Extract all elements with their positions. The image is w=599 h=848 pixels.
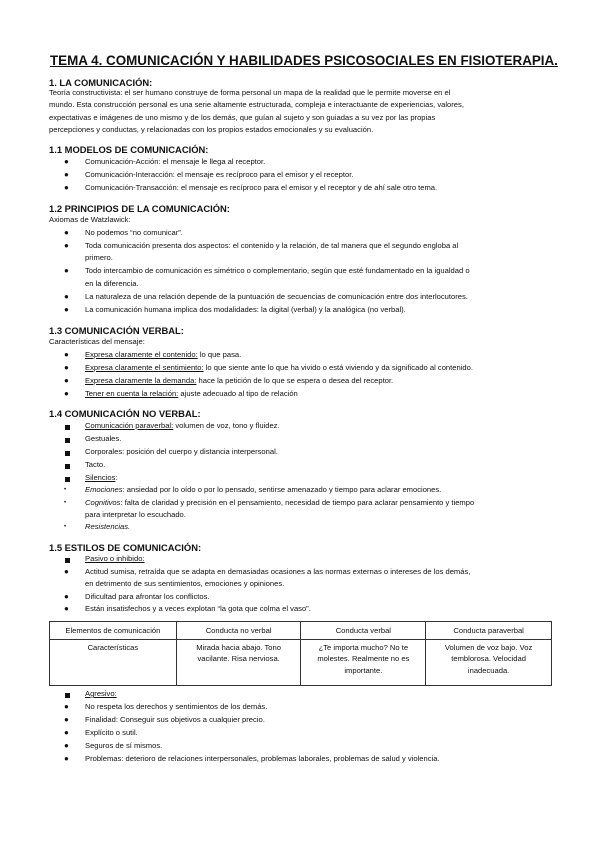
list-item: La naturaleza de una relación depende de la puntuación de secuencias de comunicación entre dos interlocutores. (85, 292, 468, 301)
bullet-icon: ● (64, 363, 69, 372)
term: Expresa claramente el contenido: (85, 350, 198, 359)
list-item: La comunicación humana implica dos modalidades: la digital (verbal) y la analógica (no verbal). (85, 305, 406, 314)
square-bullet-icon (65, 693, 70, 698)
table-row (50, 640, 552, 686)
term: Emociones (85, 485, 123, 494)
bullet-icon: ● (64, 592, 69, 601)
bullet-icon: ● (64, 266, 69, 275)
term: Tener en cuenta la relación: (85, 389, 179, 398)
paragraph-line: Teoría constructivista: el ser humano construye de forma personal un mapa de la realidad que le permite moverse en el (49, 88, 451, 97)
cell-line: vacilante. Risa nerviosa. (197, 654, 280, 664)
bullet-icon: ● (64, 389, 69, 398)
list-item (85, 388, 555, 401)
list-item: Finalidad: Conseguir sus objetivos a cualquier precio. (85, 715, 265, 724)
list-item: Toda comunicación presenta dos aspectos: el contenido y la relación, de tal manera que el segundo engloba al (85, 241, 459, 250)
cell-line: importante. (344, 665, 383, 675)
bullet-icon: ● (64, 741, 69, 750)
list-item: Tacto. (85, 460, 106, 469)
section-heading-estilos: 1.5 ESTILOS DE COMUNICACIÓN: (49, 542, 202, 553)
list-item: No podemos “no comunicar”. (85, 228, 183, 237)
table-header-cell: Conducta no verbal (176, 622, 301, 640)
term-text: lo que pasa. (197, 350, 242, 359)
table-cell-label: Características (50, 640, 177, 686)
bullet-icon: ● (64, 702, 69, 711)
list-item: Todo intercambio de comunicación es simétrico o complementario, según que esté fundamentado en la igualdad o (85, 266, 470, 275)
paragraph-line: mundo. Esta construcción personal es una serie altamente estructurada, compleja e interactuante de experiencias, valores, (49, 100, 464, 109)
cell-line: molestes. Realmente no es (317, 654, 410, 664)
list-item: Corporales: posición del cuerpo y distancia interpersonal. (85, 447, 278, 456)
list-item (85, 472, 555, 485)
bullet-icon: ● (64, 604, 69, 613)
list-item: No respeta los derechos y sentimientos de los demás. (85, 702, 268, 711)
small-bullet-icon: • (64, 500, 67, 506)
section-heading-verbal: 1.3 COMUNICACIÓN VERBAL: (49, 325, 184, 336)
bullet-icon: ● (64, 376, 69, 385)
list-item: Comunicación-Acción: el mensaje le llega al receptor. (85, 157, 266, 166)
small-bullet-icon: • (64, 524, 67, 530)
communication-styles-table (49, 621, 552, 686)
section-heading-principios: 1.2 PRINCIPIOS DE LA COMUNICACIÓN: (49, 203, 230, 214)
square-bullet-icon (65, 558, 70, 563)
section-heading-comunicacion: 1. LA COMUNICACIÓN: (49, 77, 153, 88)
list-item: Explícito o sutil. (85, 728, 138, 737)
list-item (85, 375, 555, 388)
list-item (85, 349, 555, 362)
cell-line: temblorosa. Velocidad (451, 654, 526, 664)
list-item (85, 362, 555, 375)
list-item-continuation: en detrimento de sus sentimientos, emociones y opiniones. (85, 579, 285, 588)
term-text: : ansiedad por lo oído o por lo pensado, sentirse amenazado y tiempo para aclarar emociones. (122, 485, 442, 494)
list-item: Dificultad para afrontar los conflictos. (85, 592, 210, 601)
paragraph-line: percepciones y conductas, y relacionadas con los propios estados emocionales y su evaluación. (49, 125, 374, 134)
term: Silencios (85, 473, 116, 482)
bullet-icon: ● (64, 170, 69, 179)
document-title: TEMA 4. COMUNICACIÓN Y HABILIDADES PSICOSOCIALES EN FISIOTERAPIA. (50, 53, 558, 68)
bullet-icon: ● (64, 292, 69, 301)
list-item-continuation: para interpretar lo escuchado. (85, 510, 186, 519)
list-item: Comunicación-Interacción: el mensaje es recíproco para el emisor y el receptor. (85, 170, 354, 179)
bullet-icon: ● (64, 350, 69, 359)
list-item: Actitud sumisa, retraída que se adapta en demasiadas ocasiones a las normas externas o intereses de los demás, (85, 567, 471, 576)
list-item: Problemas: deterioro de relaciones interpersonales, problemas laborales, problemas de salud y violencia. (85, 754, 440, 763)
list-item: Están insatisfechos y a veces explotan “la gota que colma el vaso”. (85, 604, 311, 613)
paragraph-line: expectativas e imágenes de uno mismo y de los demás, que guían al sujeto y son guiadas a su vez por las propias (49, 113, 436, 122)
subheading-pasivo: Pasivo o inhibido: (85, 554, 145, 563)
list-item: Resistencias. (85, 522, 131, 531)
list-item (85, 420, 555, 433)
term: Expresa claramente la demanda: (85, 376, 197, 385)
table-header-row (50, 622, 552, 640)
bullet-icon: ● (64, 728, 69, 737)
bullet-icon: ● (64, 157, 69, 166)
section-heading-modelos: 1.1 MODELOS DE COMUNICACIÓN: (49, 144, 209, 155)
list-item-continuation: en la diferencia. (85, 279, 139, 288)
square-bullet-icon (65, 451, 70, 456)
list-item (85, 497, 555, 510)
table-header-cell: Conducta verbal (301, 622, 426, 640)
square-bullet-icon (65, 425, 70, 430)
bullet-icon: ● (64, 241, 69, 250)
table-header-cell: Elementos de comunicación (50, 622, 177, 640)
cell-line: inadecuada. (467, 665, 510, 675)
term: Expresa claramente el sentimiento: (85, 363, 204, 372)
cell-line: ¿Te importa mucho? No te (318, 643, 409, 652)
term-text: : (115, 473, 118, 482)
term-text: ajuste adecuado al tipo de relación (178, 389, 298, 398)
bullet-icon: ● (64, 567, 69, 576)
paragraph-line: Axiomas de Watzlawick: (49, 215, 131, 224)
bullet-icon: ● (64, 305, 69, 314)
cell-line: Volumen de voz bajo. Voz (444, 643, 533, 652)
table-cell (301, 640, 426, 686)
subheading-agresivo: Agresivo: (85, 689, 117, 698)
section-heading-no-verbal: 1.4 COMUNICACIÓN NO VERBAL: (49, 408, 201, 419)
small-bullet-icon: • (64, 487, 67, 493)
square-bullet-icon (65, 477, 70, 482)
table-cell (426, 640, 552, 686)
term-text: volumen de voz, tono y fluidez. (173, 421, 280, 430)
term-text: : falta de claridad y precisión en el pensamiento, necesidad de tiempo para aclarar pensamiento y tiempo (120, 498, 475, 507)
bullet-icon: ● (64, 754, 69, 763)
cell-line: Mirada hacia abajo. Tono (196, 643, 281, 652)
list-item-continuation: primero. (85, 253, 113, 262)
paragraph-line: Características del mensaje: (49, 337, 145, 346)
list-item: Comunicación-Transacción: el mensaje es recíproco para el emisor y el receptor y de ahí sale otro tema. (85, 183, 438, 192)
list-item: Gestuales. (85, 434, 122, 443)
list-item (85, 484, 555, 497)
table-header-cell: Conducta paraverbal (426, 622, 552, 640)
list-item: Seguros de sí mismos. (85, 741, 163, 750)
square-bullet-icon (65, 464, 70, 469)
bullet-icon: ● (64, 228, 69, 237)
table-cell (176, 640, 301, 686)
term-text: hace la petición de lo que se espera o desea del receptor. (196, 376, 394, 385)
term: Cognitivos (85, 498, 121, 507)
square-bullet-icon (65, 438, 70, 443)
bullet-icon: ● (64, 183, 69, 192)
term-text: lo que siente ante lo que ha vivido o está viviendo y da significado al contenido. (203, 363, 473, 372)
bullet-icon: ● (64, 715, 69, 724)
term: Comunicación paraverbal: (85, 421, 174, 430)
